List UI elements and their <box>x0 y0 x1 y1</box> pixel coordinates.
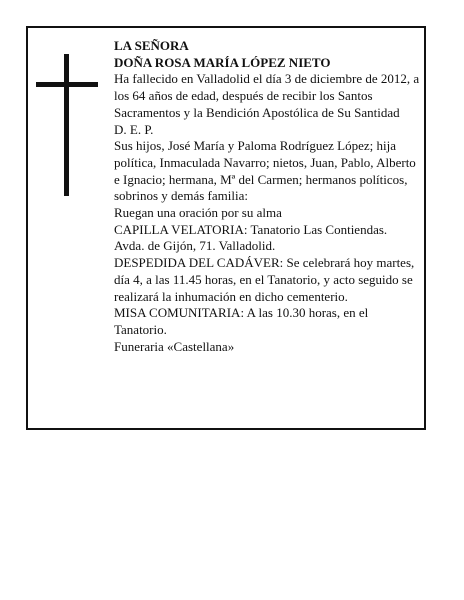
deceased-name: DOÑA ROSA MARÍA LÓPEZ NIETO <box>114 54 331 70</box>
notice-text <box>114 38 420 355</box>
cross-icon <box>36 54 104 196</box>
chapel-info: CAPILLA VELATORIA: Tanatorio Las Contiendas. Avda. de Gijón, 71. Valladolid. <box>114 221 388 254</box>
cross-vertical-bar <box>64 54 69 196</box>
notice-title: LA SEÑORA <box>114 38 189 53</box>
funeral-home: Funeraria «Castellana» <box>114 338 235 354</box>
mass-info: MISA COMUNITARIA: A las 10.30 horas, en el Tanatorio. <box>114 305 369 337</box>
death-statement: Ha fallecido en Valladolid el día 3 de diciembre de 2012, a los 64 años de edad, después de recibir los Santos Sacramentos y la Bendición Apostólica de Su Santidad <box>114 71 420 120</box>
farewell-info: DESPEDIDA DEL CADÁVER: Se celebrará hoy martes, día 4, a las 11.45 horas, en el Tanatorio, y acto seguido se realizará la inhumación en dicho cementerio. <box>114 255 415 304</box>
cross-horizontal-bar <box>36 82 98 87</box>
rip-line: D. E. P. <box>114 121 154 137</box>
family-list: Sus hijos, José María y Paloma Rodríguez López; hija política, Inmaculada Navarro; nietos, Juan, Pablo, Alberto e Ignacio; hermana, Mª del Carmen; hermanos políticos, sobrinos y demás familia: <box>114 138 416 204</box>
prayer-request: Ruegan una oración por su alma <box>114 205 282 221</box>
